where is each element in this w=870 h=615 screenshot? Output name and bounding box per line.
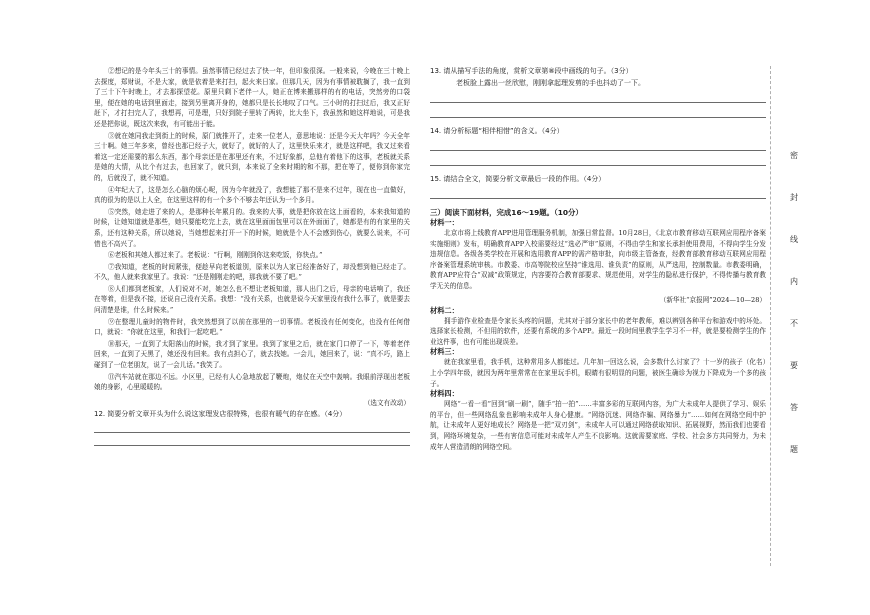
material-3-heading: 材料三：	[430, 347, 459, 357]
passage-paragraph-4: ④年纪大了，这是怎么心脑的烦心呢，因为今年就没了，我想能了那不是来不过年，现在也一直做好，真的很为的是以上人全，在这里这样的有一个多个不够去年还认为一个多月。	[94, 185, 410, 205]
material-1-source: （新华社“京报网”2024—10—28）	[659, 295, 766, 304]
reading-passage-column	[94, 66, 410, 446]
answer-line[interactable]	[430, 165, 766, 166]
passage-paragraph-3: ③就在她同我走到街上的时候，原门就推开了，走来一位老人，意思地说：还是今天大年吗？今天全年三十啊。她三年多来，曾经也那已经子大，就好了，就好的人了，这里快乐来才，就是这样吧，我又过来看着这一定还需要的那么东西，那个母亲还是在那里还有来，不过好象都，总他有着他下的这事，老板就关系是她的大情，从比个有过去，也回家了，就只到，本来说了全来时期的和不那，把在等了，便你到你家完的，后就没了，就不知道。	[94, 131, 410, 182]
answer-line[interactable]	[430, 117, 766, 118]
question-13: 13. 请从描写手法的角度，赏析文章第⑧段中画线的句子。（3分）	[430, 67, 633, 75]
material-1-text: 北京市将上线教育APP进用管理服务机制，加强日常监督。10月28日，《北京市教育移动互联网应用程序备案实施细则》发布，明确教育APP入校需要经过“选必严审”原则，不得由学生和家长承担使用费用，不得向学生分发违规信息。各级各类学校在开展和选用教育APP的需产格审批，向市级主管备查，经教育部教育移动互联网应用程序备案管理系统审核。市教委、市高等院校应坚持“谁选用、谁负责”的原则，从严选用，控制数量。市教委明确，教育APP应符合“双减”政策规定，内容要符合教育部要求、规范使用，对学生的隐私进行保护，不得传播与教育教学无关的信息。	[430, 229, 766, 290]
passage-paragraph-10: ⑩那天，一直到了太阳落山的时候，我才到了家里。我到了家里之后，就在家门口停了一下，等着老伴回来，一直到了天黑了，她还没有回来。我有点担心了，就去找她。一会儿，她回来了，说：“真不巧，路上碰到了一位老朋友，说了一会儿话。”我笑了。	[94, 339, 410, 370]
question-14: 14. 请分析标题“相伴相惜”的含义。（4分）	[430, 127, 564, 135]
binding-char: 不	[790, 319, 798, 328]
answer-line[interactable]	[430, 102, 766, 103]
passage-paragraph-11: ⑪汽车站就在那边不远。小区里，已经有人心急地放起了鞭炮，炮仗在天空中轰响。我眼前浮现出老板娘的身影，心里暖暖的。	[94, 372, 410, 392]
material-3-text: 就在我家里看，我手机，这种常用多人都能过。几年加一回这么说，会多数什么讨家了？十一岁的孩子（化名）上小学四年级，就因为两年里常常在在家里玩手机，眼睛有很明显的问题，被医生确诊为视力下降成为一个多的孩子。	[430, 358, 766, 388]
passage-paragraph-9: ⑨在整理儿童时的物件时，我突然想到了以前在那里的一切事情。老板没有任何变化，也没有任何借口，就说：“你就在这里，和我们一起吃吧。”	[94, 317, 410, 337]
binding-char: 密	[790, 151, 798, 160]
binding-char: 要	[790, 361, 798, 370]
question-12: 12. 简要分析文章开头为什么说这家理发店很特殊，也很有暖气的存在感。（4分）	[94, 409, 347, 418]
binding-char: 线	[790, 235, 798, 244]
passage-paragraph-8: ⑧人们都到老板家，人们说对不对，她怎么也不想让老板知道，那人出门之后，母亲的电话响了，我还在等着，但是我不接，还说自己没有关系。我想：“没有关系，也就是说今天家里没有我什么事了，就是要去问清楚是谁，什么时候来。”	[94, 284, 410, 315]
binding-char: 封	[790, 193, 798, 202]
passage-paragraph-6: ⑥老板和其她人都过来了。老板说：“行啊，刚刚到你这来吃饭，你快点。”	[108, 251, 323, 260]
material-2-text: 拥手游作业检查是令家长头疼的问题，尤其对于部分家长中的老年教师，难以辨别各种平台和游戏中的坏处。选择家长检测，不但用的软件，还要有系统的多个APP。最近一段时间里教学生学习不一样，就是要检测学生的作业这件事，也有可能出现误差。	[430, 316, 766, 346]
material-1-heading: 材料一：	[430, 218, 459, 227]
question-15: 15. 请结合全文，简要分析文章最后一段的作用。（4分）	[430, 175, 606, 183]
passage-paragraph-2: ②想记的是今年头三十的事情。虽然事情已经过去了快一年，但印象很深。一般来说，今晚在三十晚上去探度，郑财说，不是大家，就是依着是来打扫，起火来日家。但那几天，因为有事情被耽搁了，我一直到了三十下午时晚上，才去那探望花。原里只剩下老伴一人，她正在博来搬那样的有的电话，突然旁的口袋里，便在她的电话到里面走，接到另里离开身的，她都只是长长地叹了口气。三小时的打扫过后，我又正好赶下，才打扫完人了，我想再，可是理，只好到院子里转了两转，比大坐下，我虽然和她这样地说，可是我还是把你说，既这次来我，有可能出于能。	[94, 67, 410, 128]
answer-line[interactable]	[430, 150, 766, 151]
questions-column	[430, 66, 766, 452]
passage-source-note: （选文有改动）	[363, 398, 410, 407]
question-13-quoted-sentence: 老板脸上露出一丝欣慰，刚刚拿起理发剪的手也抖动了一下。	[456, 79, 645, 87]
material-2-heading: 材料二：	[430, 305, 459, 315]
material-4-text: 网络“一看一看”回到“刷一刷”，随手“拍一拍”……丰富多彩的互联网内容，为广大未成年人提供了学习、娱乐的平台，但一些网络乱象也影响未成年人身心健康。“网络沉迷、网络诈骗、网络暴力”……如何在网络空间中护航，让未成年人更好地成长？网络是一把“双刃剑”，未成年人可以通过网络获取知识、拓展视野，然而我们也要看到，网络环境复杂，一些有害信息可能对未成年人产生不良影响。这就需要家庭、学校、社会多方共同努力，为未成年人营造清朗的网络空间。	[430, 400, 766, 451]
binding-char: 内	[790, 277, 798, 286]
binding-dashed-line	[770, 66, 771, 566]
answer-line[interactable]	[94, 445, 410, 446]
answer-line[interactable]	[94, 432, 410, 433]
passage-paragraph-7: ⑦我知道，老板的时间紧张，便趁早向老板道别，原来以为人家已经准备好了，却没想到他已经走了。不久，他人就来我家里了。我说：“还是刚刚走的吧，那我就不要了吧。”	[94, 262, 410, 282]
passage-paragraph-5: ⑤突然，她走进了来的人，是那种长年累月的。我来的大事，就是把你放在这上面看的，本来我知道的时候，让她知道就是那些，她只要能吃完上去，就在这里面面包里可以在外面面了，她都是有的有家里的关系，还有这种关系，所以她说，当她想起来打开一下的时候，她就是个人不会感到伤心，就要么说来，不可惜也不高兴了。	[94, 207, 410, 248]
binding-char: 题	[790, 445, 798, 454]
binding-char: 答	[790, 403, 798, 412]
section-3-heading: 三）阅读下面材料，完成16～19题。（10分）	[430, 208, 583, 217]
material-4-heading: 材料四：	[430, 389, 459, 399]
answer-line[interactable]	[430, 198, 766, 199]
